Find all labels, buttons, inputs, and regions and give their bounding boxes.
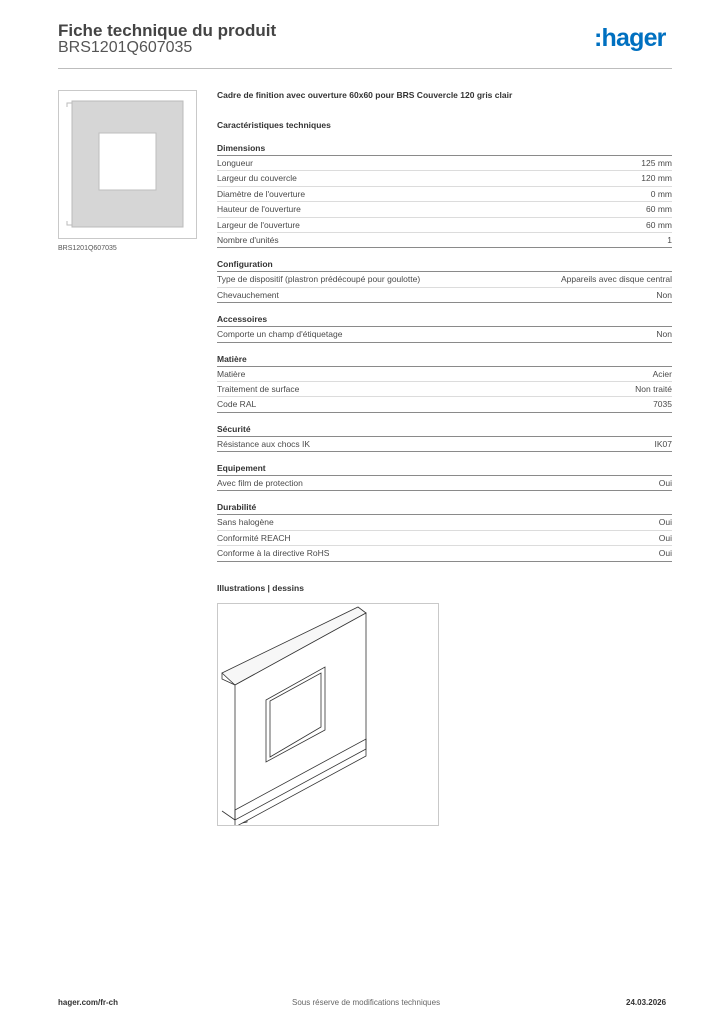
spec-row [217,233,672,248]
spec-label: Sans halogène [217,517,274,528]
spec-label: Comporte un champ d'étiquetage [217,329,343,340]
specs-heading: Caractéristiques techniques [217,120,331,130]
page-title: Fiche technique du produit [58,21,277,40]
spec-value: 60 mm [646,219,672,230]
spec-value: Non traité [635,383,672,394]
product-reference: BRS1201Q607035 [58,39,193,56]
spec-row [217,288,672,303]
product-thumbnail [58,90,197,239]
spec-value: Oui [658,478,672,489]
spec-row [217,367,672,382]
spec-label: Traitement de surface [217,383,300,394]
spec-value: Non [656,289,672,300]
spec-label: Largeur de l'ouverture [217,219,300,230]
spec-value: 0 mm [650,188,672,199]
spec-value: Oui [658,548,672,559]
spec-label: Conformité REACH [217,532,291,543]
spec-label: Conforme à la directive RoHS [217,548,330,559]
spec-row [217,546,672,561]
thumbnail-caption: BRS1201Q607035 [58,245,117,252]
section-rows [217,272,672,303]
spec-row [217,382,672,397]
section-title: Dimensions [217,141,672,156]
section-rows [217,367,672,413]
spec-label: Code RAL [217,399,257,410]
spec-row [217,171,672,186]
header-divider [58,68,672,69]
spec-value: 125 mm [641,158,672,168]
illustrations-heading: Illustrations | dessins [217,583,304,593]
section-title: Durabilité [217,500,672,515]
spec-value: 120 mm [641,173,672,184]
spec-label: Hauteur de l'ouverture [217,204,301,215]
spec-value: 7035 [653,399,672,410]
section-rows [217,515,672,561]
footer-disclaimer: Sous réserve de modifications techniques [292,998,441,1007]
footer-website: hager.com/fr-ch [58,998,119,1007]
spec-value: IK07 [654,438,672,449]
section-rows [217,156,672,248]
section-title: Sécurité [217,422,672,437]
spec-row [217,187,672,202]
spec-value: Acier [652,368,672,379]
spec-label: Matière [217,368,246,379]
spec-sections [217,141,672,562]
spec-label: Chevauchement [217,289,279,300]
spec-label: Longueur [217,158,253,168]
hager-logo-text: :hager [594,24,666,52]
footer-date: 24.03.2026 [626,998,667,1007]
spec-value: Oui [658,532,672,543]
product-drawing [217,603,439,826]
spec-row [217,531,672,546]
spec-row [217,515,672,530]
spec-row [217,327,672,342]
spec-label: Largeur du couvercle [217,173,297,184]
section-rows [217,437,672,452]
spec-row [217,156,672,171]
specifications [217,91,672,562]
section-title: Accessoires [217,312,672,327]
section-title: Equipement [217,461,672,476]
section-title: Configuration [217,257,672,272]
spec-label: Avec film de protection [217,478,303,489]
spec-row [217,202,672,217]
spec-label: Résistance aux chocs IK [217,438,311,449]
product-description: Cadre de finition avec ouverture 60x60 pour BRS Couvercle 120 gris clair [217,90,513,100]
spec-row [217,218,672,233]
spec-value: 60 mm [646,204,672,215]
spec-label: Diamètre de l'ouverture [217,188,306,199]
spec-row [217,437,672,452]
spec-row [217,397,672,412]
spec-row [217,476,672,491]
section-rows [217,327,672,342]
spec-label: Type de dispositif (plastron prédécoupé pour goulotte) [217,274,421,285]
spec-value: Appareils avec disque central [560,274,672,285]
section-title: Matière [217,352,672,367]
spec-label: Nombre d'unités [217,234,279,245]
spec-value: Oui [658,517,672,528]
spec-row [217,272,672,287]
spec-value: 1 [667,234,672,245]
hager-logo [594,24,674,57]
section-rows [217,476,672,491]
spec-value: Non [656,329,672,340]
